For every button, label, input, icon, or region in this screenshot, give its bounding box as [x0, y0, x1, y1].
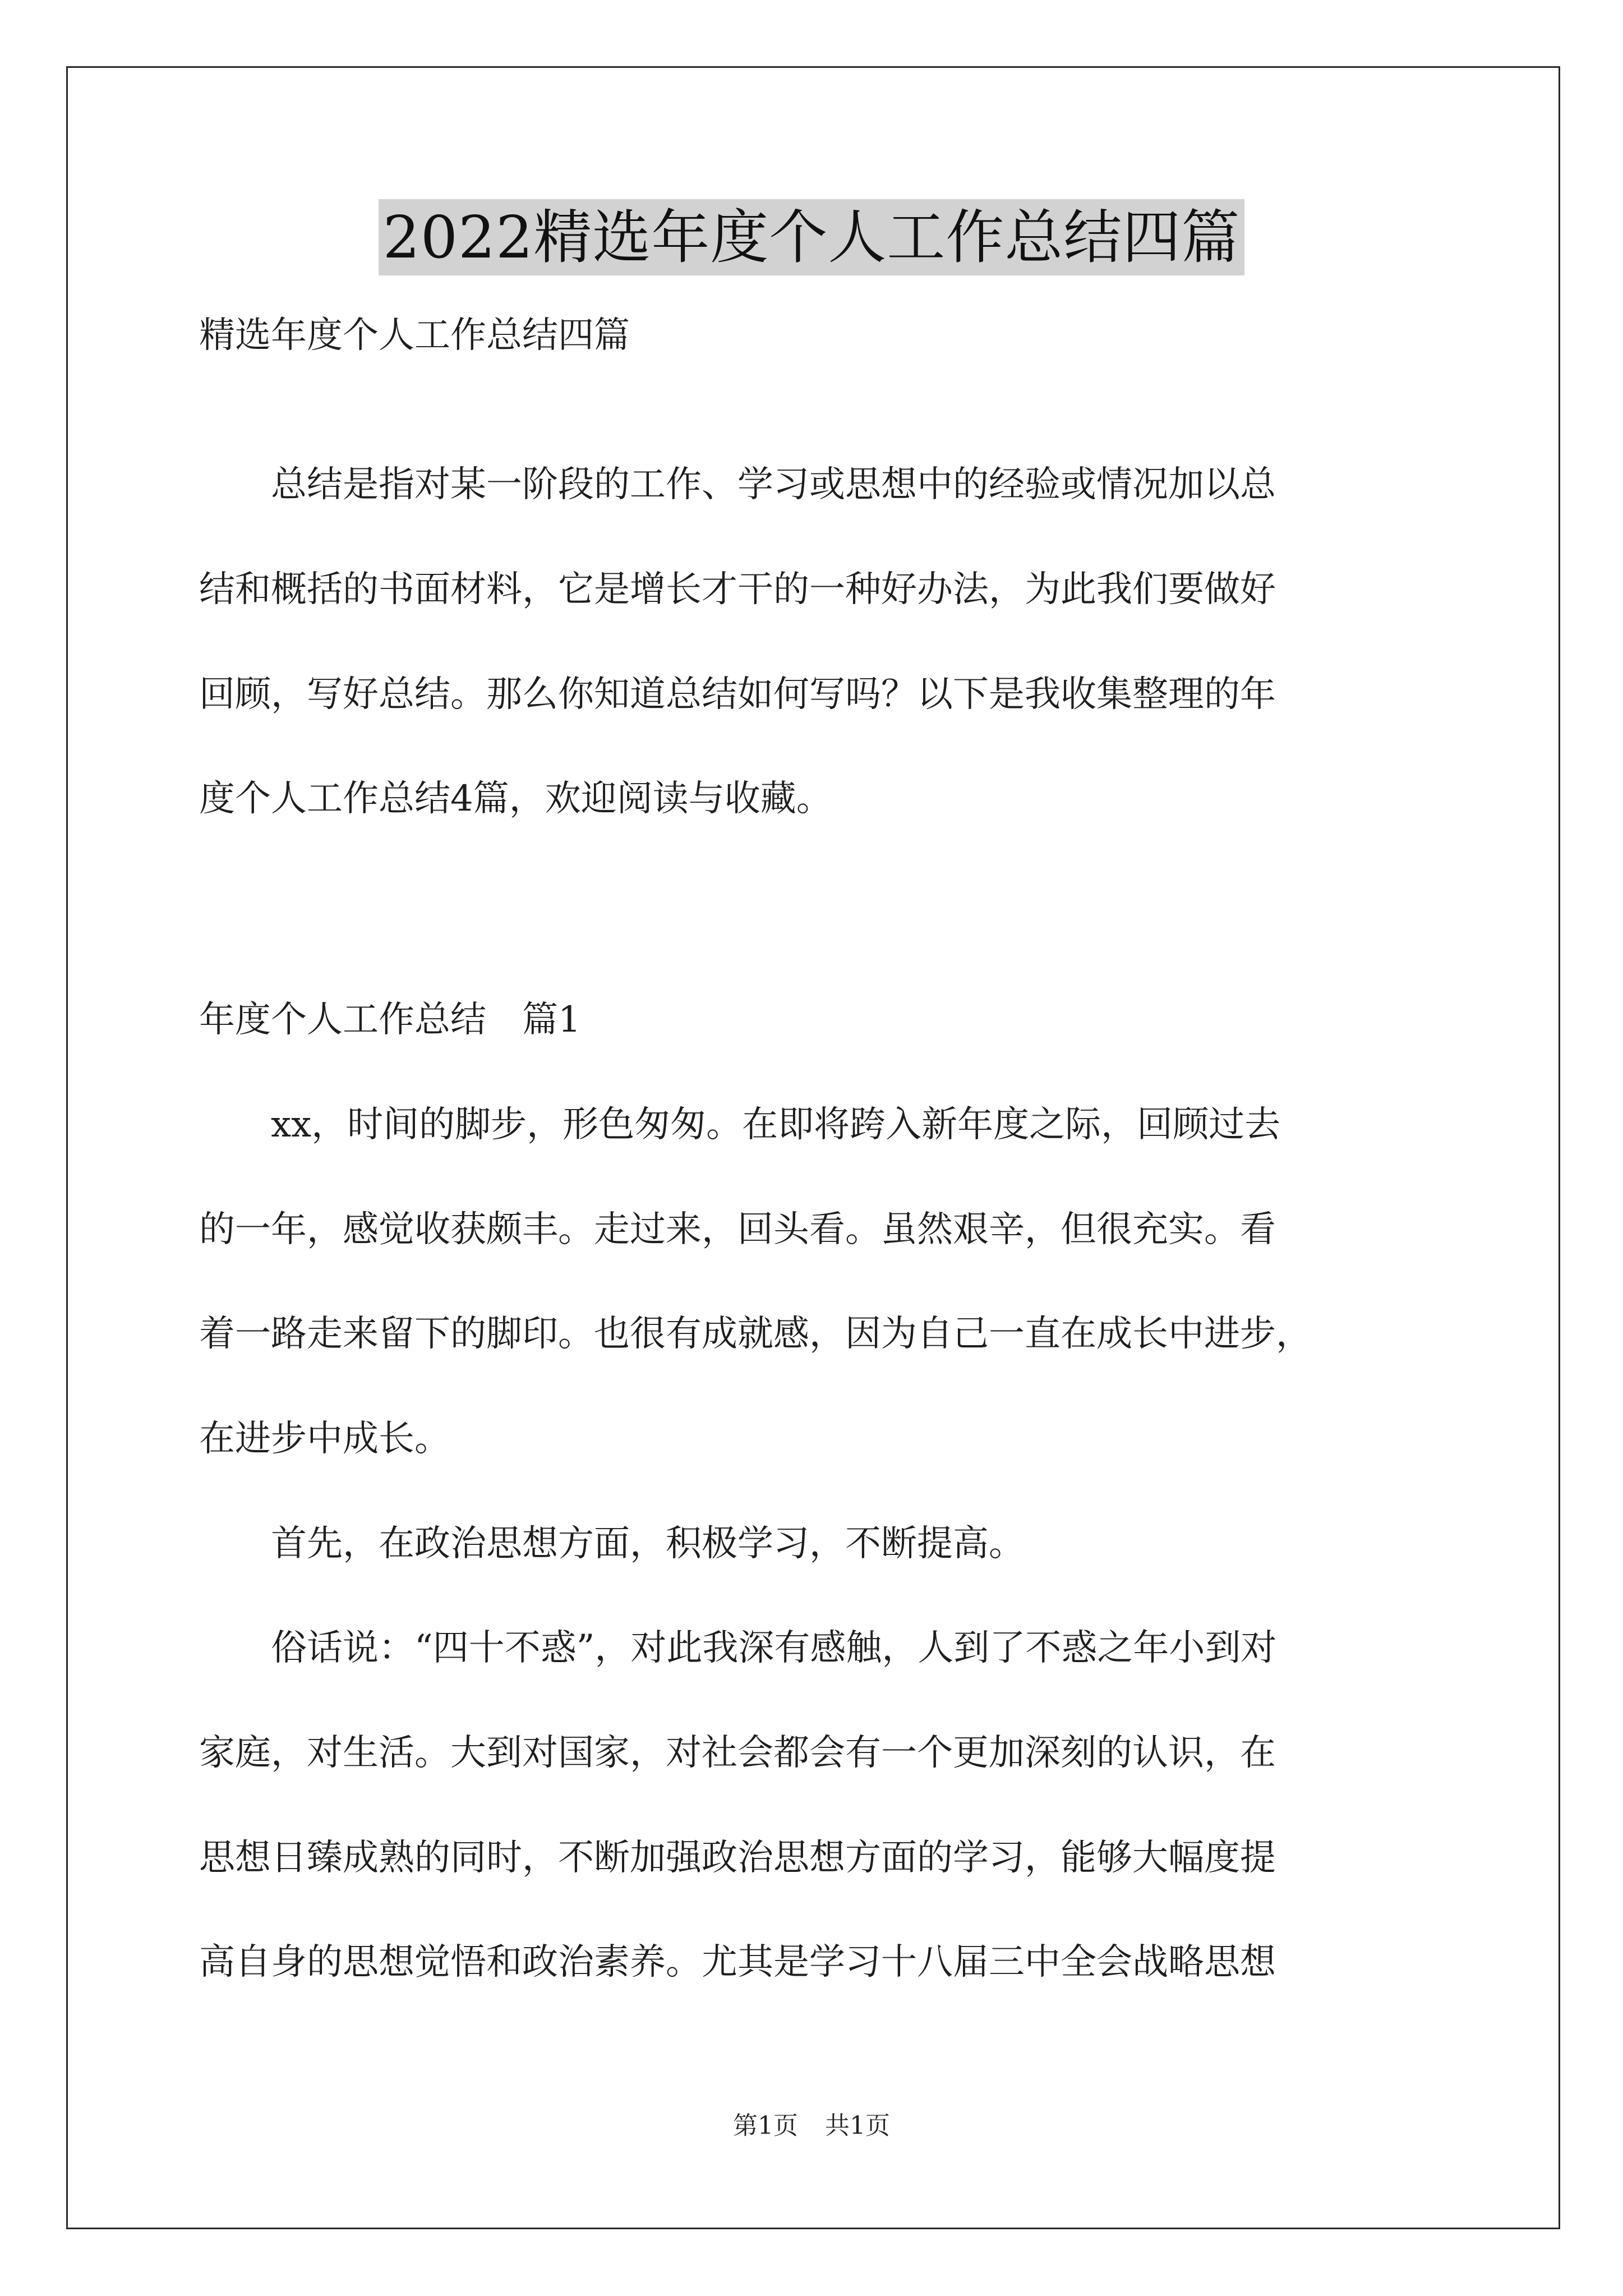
paragraph-line: 总结是指对某一阶段的工作、学习或思想中的经验或情况加以总 — [199, 464, 1276, 505]
paragraph-line: 高自身的思想觉悟和政治素养。尤其是学习十八届三中全会战略思想 — [199, 1941, 1276, 1983]
paragraph-line: 首先，在政治思想方面，积极学习，不断提高。 — [199, 1523, 1025, 1565]
page-number: 第1页 — [733, 2111, 798, 2140]
page-footer — [0, 2112, 1623, 2140]
paragraph-line: 思想日臻成熟的同时，不断加强政治思想方面的学习，能够大幅度提 — [199, 1837, 1276, 1879]
paragraph-line: 着一路走来留下的脚印。也很有成就感，因为自己一直在成长中进步， — [199, 1313, 1312, 1355]
title-container — [0, 199, 1623, 275]
paragraph-line: 回顾，写好总结。那么你知道总结如何写吗？以下是我收集整理的年 — [199, 674, 1276, 715]
paragraph-line: 的一年，感觉收获颇丰。走过来，回头看。虽然艰辛，但很充实。看 — [199, 1209, 1276, 1250]
paragraph-line: xx，时间的脚步，形色匆匆。在即将跨入新年度之际，回顾过去 — [199, 1104, 1281, 1145]
section-heading: 精选年度个人工作总结四篇 — [199, 315, 630, 356]
page-total: 共1页 — [825, 2111, 890, 2140]
section-heading: 年度个人工作总结 篇1 — [199, 999, 581, 1041]
paragraph-line: 俗话说：“四十不惑”，对此我深有感触，人到了不惑之年小到对 — [199, 1627, 1277, 1669]
paragraph-line: 在进步中成长。 — [199, 1418, 450, 1460]
paragraph-line: 结和概括的书面材料，它是增长才干的一种好办法，为此我们要做好 — [199, 569, 1276, 610]
paragraph-line: 家庭，对生活。大到对国家，对社会都会有一个更加深刻的认识，在 — [199, 1732, 1276, 1774]
page-border — [66, 66, 1560, 2229]
document-title: 2022精选年度个人工作总结四篇 — [379, 199, 1245, 275]
paragraph-line: 度个人工作总结4篇，欢迎阅读与收藏。 — [199, 778, 832, 820]
